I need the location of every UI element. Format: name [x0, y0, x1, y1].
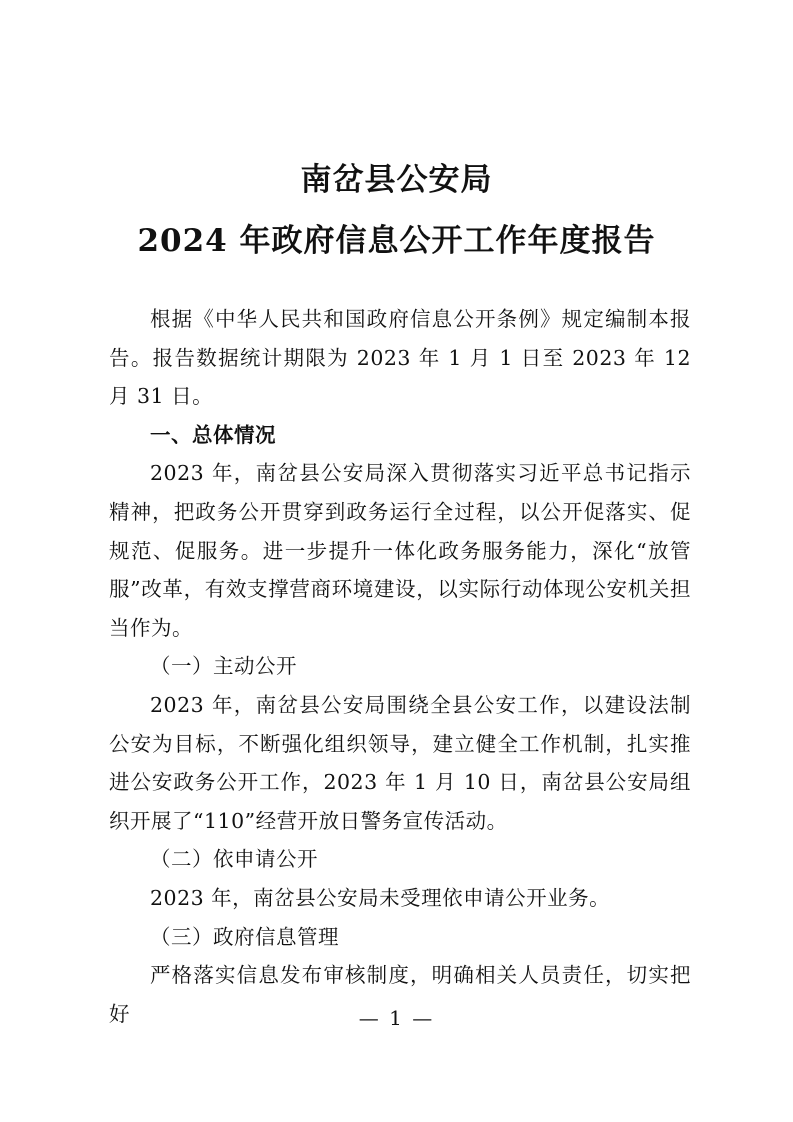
page-number: — 1 —: [358, 1006, 435, 1030]
intro-paragraph: 根据《中华人民共和国政府信息公开条例》规定编制本报告。报告数据统计期限为 2023 年 1 月 1 日至 2023 年 12 月 31 日。: [109, 307, 691, 409]
document-title-report: 2024 年政府信息公开工作年度报告: [137, 223, 656, 259]
document-body: [109, 300, 691, 1033]
subsection-heading-information-management: （三）政府信息管理: [150, 924, 339, 949]
document-title-organization: 南岔县公安局: [300, 162, 493, 198]
request-disclosure-paragraph: 2023 年，南岔县公安局未受理依申请公开业务。: [150, 885, 611, 910]
overview-paragraph: 2023 年，南岔县公安局深入贯彻落实习近平总书记指示精神，把政务公开贯穿到政务运行全过程，以公开促落实、促规范、促服务。进一步提升一体化政务服务能力，深化“放管服”改革，有效支撑营商环境建设，以实际行动体现公安机关担当作为。: [109, 461, 691, 640]
proactive-disclosure-paragraph: 2023 年，南岔县公安局围绕全县公安工作，以建设法制公安为目标，不断强化组织领导，建立健全工作机制，扎实推进公安政务公开工作，2023 年 1 月 10 日，南岔县公安局组织开展了“110”经营开放日警务宣传活动。: [109, 692, 691, 833]
information-management-paragraph: 严格落实信息发布审核制度，明确相关人员责任，切实把好: [109, 963, 691, 1026]
subsection-heading-proactive-disclosure: （一）主动公开: [150, 654, 297, 679]
subsection-heading-request-disclosure: （二）依申请公开: [150, 847, 318, 872]
section-heading-overview: 一、总体情况: [150, 422, 276, 447]
